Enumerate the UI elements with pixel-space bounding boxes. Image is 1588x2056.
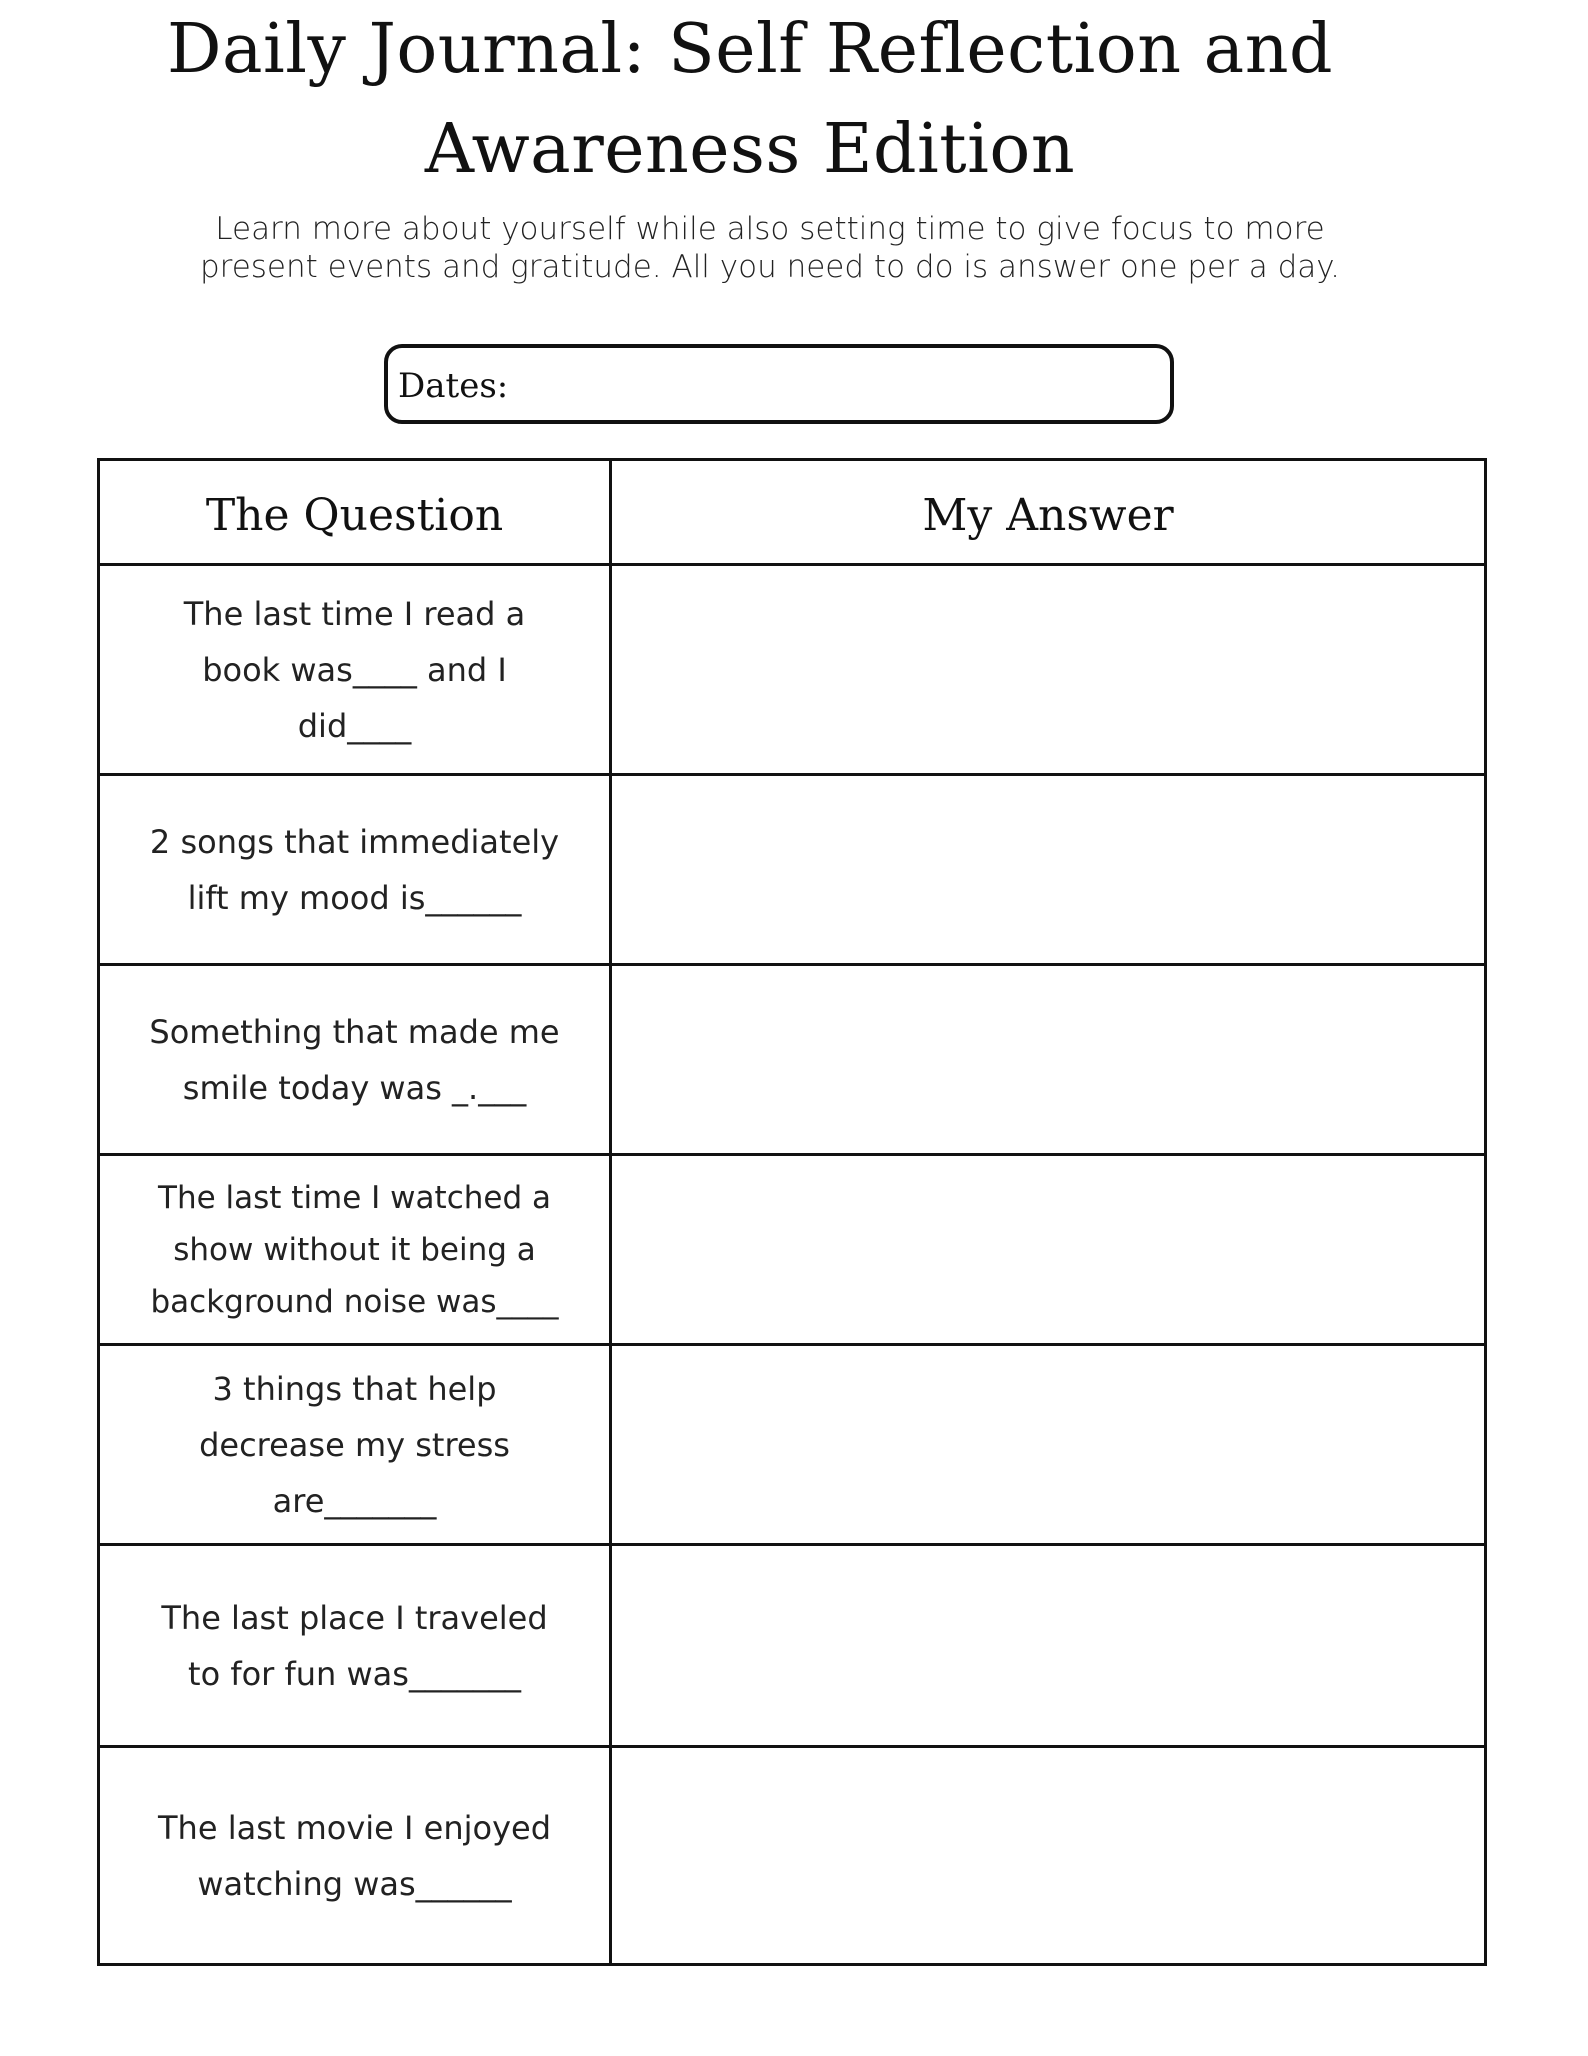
answer-cell[interactable] — [611, 775, 1486, 965]
question-line: The last time I watched a — [158, 1179, 551, 1216]
question-cell — [99, 965, 611, 1155]
question-cell — [99, 1747, 611, 1965]
question-line: are_______ — [272, 1481, 437, 1520]
answer-cell[interactable] — [611, 565, 1486, 775]
dates-field[interactable] — [384, 344, 1174, 424]
question-cell — [99, 775, 611, 965]
dates-label: Dates: — [398, 366, 509, 406]
question-line: decrease my stress — [199, 1425, 510, 1464]
journal-table — [97, 458, 1487, 1966]
question-line: watching was______ — [197, 1864, 512, 1903]
question-line: background noise was____ — [150, 1283, 559, 1320]
question-line: book was____ and I — [202, 650, 507, 689]
page-title-line-2: Awareness Edition — [424, 110, 1076, 189]
question-line: 3 things that help — [212, 1369, 497, 1408]
question-line: The last time I read a — [183, 594, 526, 633]
table-row — [99, 1345, 1486, 1545]
question-line: The last movie I enjoyed — [158, 1808, 551, 1847]
table-row — [99, 965, 1486, 1155]
answer-column-header: My Answer — [611, 460, 1486, 565]
question-cell — [99, 565, 611, 775]
question-line: Something that made me — [149, 1012, 560, 1051]
table-row — [99, 1545, 1486, 1747]
question-line: show without it being a — [173, 1231, 536, 1268]
question-line: did____ — [297, 706, 412, 745]
answer-cell[interactable] — [611, 1345, 1486, 1545]
page-subtitle-line-2: present events and gratitude. All you need to do is answer one per a day. — [199, 249, 1341, 285]
page-title — [0, 0, 1500, 200]
answer-cell[interactable] — [611, 1545, 1486, 1747]
table-row — [99, 1155, 1486, 1345]
question-cell — [99, 1155, 611, 1345]
table-row — [99, 1747, 1486, 1965]
table-header-row — [99, 460, 1486, 565]
question-line: The last place I traveled — [161, 1598, 548, 1637]
answer-cell[interactable] — [611, 1747, 1486, 1965]
answer-cell[interactable] — [611, 1155, 1486, 1345]
question-line: smile today was _.___ — [182, 1068, 527, 1107]
question-column-header: The Question — [99, 460, 611, 565]
question-line: to for fun was_______ — [188, 1654, 521, 1693]
question-cell — [99, 1545, 611, 1747]
question-line: 2 songs that immediately — [149, 822, 560, 861]
page-subtitle-line-1: Learn more about yourself while also setting time to give focus to more — [215, 211, 1325, 247]
question-line: lift my mood is______ — [187, 878, 522, 917]
page-title-line-1: Daily Journal: Self Reflection and — [166, 10, 1334, 89]
table-row — [99, 565, 1486, 775]
question-cell — [99, 1345, 611, 1545]
page-subtitle — [0, 210, 1540, 286]
table-row — [99, 775, 1486, 965]
answer-cell[interactable] — [611, 965, 1486, 1155]
